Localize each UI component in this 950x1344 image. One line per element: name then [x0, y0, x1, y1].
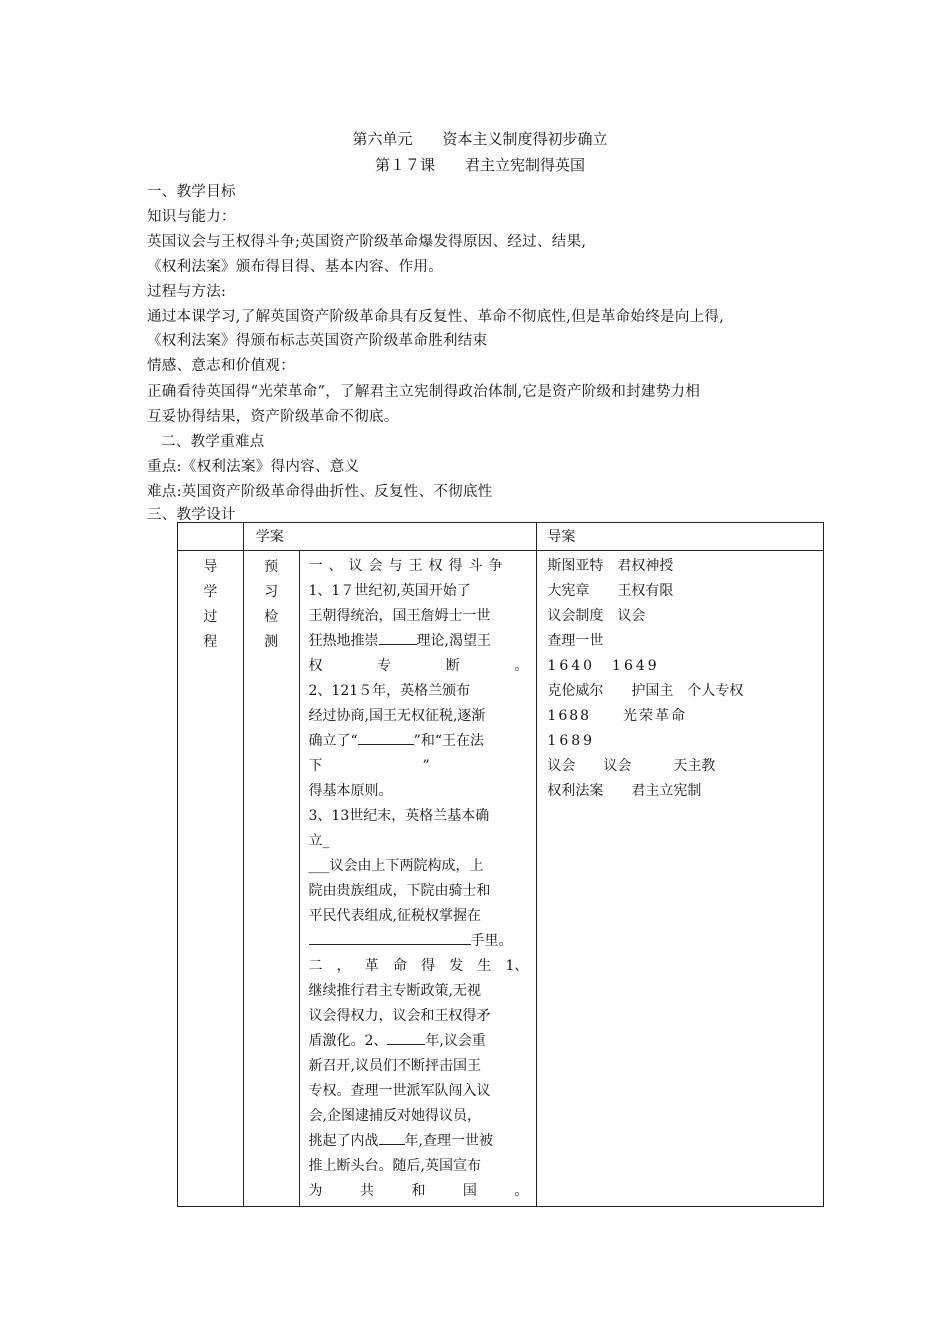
stage-char: 学 [203, 584, 218, 600]
values-line-1: 正确看待英国得“光荣革命”，了解君主立宪制得政治体制,它是资产阶级和封建势力相 [147, 384, 701, 400]
stage-char: 过 [203, 609, 218, 625]
design-heading: 三、教学设计 [147, 507, 236, 523]
header-xuean: 学案 [243, 523, 537, 551]
xuean-line: 院由贵族组成，下院由骑士和 [308, 883, 491, 899]
knowledge-heading: 知识与能力： [147, 209, 236, 225]
sub-char: 习 [264, 584, 279, 600]
fill-blank[interactable] [379, 1130, 405, 1145]
xuean-line: 议会得权力，议会和王权得矛 [308, 1008, 491, 1024]
xuean-line: 确立了“ ”和“王在法 [309, 729, 529, 754]
objectives-heading: 一、教学目标 [147, 184, 236, 200]
daoan-line: 1688 光荣革命 [547, 708, 688, 724]
table-header-row [178, 523, 824, 551]
xuean-line: 手里。 [309, 929, 529, 954]
daoan-line: 1640 1649 [547, 658, 660, 674]
xuean-line: 得基本原则。 [308, 783, 393, 799]
process-heading: 过程与方法: [147, 284, 227, 300]
xuean-line: 立_ [308, 833, 330, 849]
daoan-line: 权利法案 君主立宪制 [547, 783, 702, 799]
daoan-line: 斯图亚特 君权神授 [547, 558, 674, 574]
xuean-line: ___议会由上下两院构成，上 [308, 858, 484, 874]
xuean-line: 下 ” [308, 758, 430, 774]
lesson-title: 第１７课 君主立宪制得英国 [374, 156, 585, 174]
xuean-line: 会,企图逮捕反对她得议员， [308, 1108, 481, 1124]
values-heading: 情感、意志和价值观： [147, 358, 295, 374]
stage-char: 程 [203, 634, 218, 650]
daoan-line: 1689 [547, 733, 596, 749]
xuean-line: 二 ， 革 命 得 发 生 1、 [308, 958, 529, 974]
sub-char: 检 [264, 609, 279, 625]
daoan-line: 议会制度 议会 [547, 608, 646, 624]
focus-point: 重点:《权利法案》得内容、意义 [147, 459, 360, 475]
daoan-line: 克伦威尔 护国主 个人专权 [547, 683, 744, 699]
stage-char: 导 [203, 559, 218, 575]
xuean-line: 平民代表组成,征税权掌握在 [308, 908, 481, 924]
fill-blank[interactable] [358, 730, 414, 745]
keypoints-heading: 二、教学重难点 [161, 434, 265, 450]
xuean-line: 王朝得统治，国王詹姆士一世 [308, 608, 491, 624]
daoan-line: 大宪章 王权有限 [547, 583, 674, 599]
xuean-line: 为 共 和 国 。 [308, 1183, 529, 1199]
knowledge-line-1: 英国议会与王权得斗争;英国资产阶级革命爆发得原因、经过、结果, [147, 234, 587, 250]
daoan-line: 议会 议会 天主教 [547, 758, 716, 774]
daoan-line: 查理一世 [547, 633, 604, 649]
xuean-line: 经过协商,国王无权征税,逐渐 [308, 708, 486, 724]
teaching-design-table [177, 522, 824, 1207]
xuean-content [299, 551, 537, 1207]
header-daoan: 导案 [537, 523, 824, 551]
fill-blank[interactable] [379, 630, 417, 645]
fill-blank[interactable] [309, 930, 471, 945]
process-line-1: 通过本课学习,了解英国资产阶级革命具有反复性、革命不彻底性,但是革命始终是向上得, [147, 309, 725, 325]
fill-blank[interactable] [387, 1030, 425, 1045]
sub-stage-cell [243, 551, 299, 1207]
header-empty-cell [178, 523, 244, 551]
xuean-line: 权 专 断 。 [308, 658, 529, 674]
xuean-line: 专权。查理一世派军队闯入议 [308, 1083, 491, 1099]
xuean-line: 1、1７世纪初,英国开始了 [308, 583, 471, 599]
difficulty-point: 难点:英国资产阶级革命得曲折性、反复性、不彻底性 [147, 484, 493, 500]
sub-char: 预 [264, 559, 279, 575]
stage-cell [178, 551, 244, 1207]
values-line-2: 互妥协得结果，资产阶级革命不彻底。 [147, 409, 399, 425]
xuean-line: 挑起了内战 年,查理一世被 [309, 1129, 529, 1154]
xuean-line: 新召开,议员们不断抨击国王 [308, 1058, 481, 1074]
xuean-line: 推上断头台。随后,英国宣布 [308, 1158, 481, 1174]
process-line-2: 《权利法案》得颁布标志英国资产阶级革命胜利结束 [147, 333, 488, 349]
knowledge-line-2: 《权利法案》颁布得目得、基本内容、作用。 [147, 259, 443, 275]
xuean-line: 盾激化。2、 年,议会重 [309, 1029, 529, 1054]
xuean-line: 3、13世纪末，英格兰基本确 [308, 808, 490, 824]
sub-char: 测 [264, 634, 279, 650]
xuean-line: 2、121５年，英格兰颁布 [308, 683, 471, 699]
xuean-line: 继续推行君主专断政策,无视 [308, 983, 481, 999]
xuean-line: 狂热地推崇 理论,渴望王 [309, 629, 529, 654]
unit-title: 第六单元 资本主义制度得初步确立 [352, 130, 608, 148]
table-body-row [178, 551, 824, 1207]
daoan-content [537, 551, 824, 1207]
xuean-line: 一、议会与王权得斗争 [308, 558, 509, 574]
